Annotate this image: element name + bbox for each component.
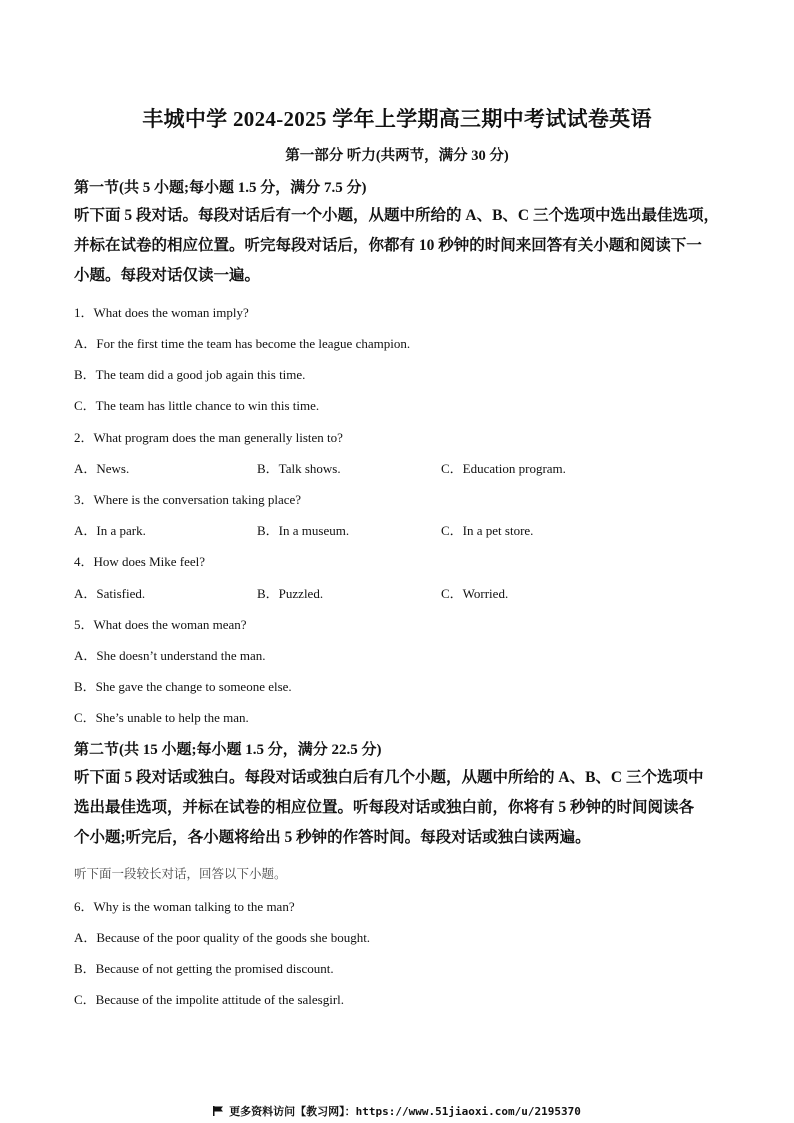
section2-heading: 第二节(共 15 小题;每小题 1.5 分，满分 22.5 分) — [74, 742, 382, 758]
section2-note: 听下面一段较长对话，回答以下小题。 — [74, 867, 287, 881]
footer-text: 更多资料访问【教习网】：https://www.51jiaoxi.com/u/2195370 — [229, 1105, 581, 1118]
section1-instruction-line: 小题。每段对话仅读一遍。 — [74, 267, 261, 284]
section2-instruction-line: 听下面 5 段对话或独白。每段对话或独白后有几个小题，从题中所给的 A、B、C 三个选项中 — [74, 769, 704, 786]
question-4-option-a: A．Satisfied. — [74, 586, 146, 601]
question-3-option-b: B．In a museum. — [257, 523, 350, 538]
question-3-stem: 3．Where is the conversation taking place? — [74, 492, 302, 507]
section1-heading: 第一节(共 5 小题;每小题 1.5 分，满分 7.5 分) — [74, 180, 367, 196]
question-5-option-b: B．She gave the change to someone else. — [74, 679, 292, 694]
question-6-option-a: A．Because of the poor quality of the goods she bought. — [74, 930, 371, 945]
question-2-stem: 2．What program does the man generally listen to? — [74, 430, 343, 445]
question-1-option-a: A．For the first time the team has become the league champion. — [74, 336, 411, 351]
question-2-option-b: B．Talk shows. — [257, 461, 341, 476]
question-1-option-c: C．The team has little chance to win this time. — [74, 398, 320, 413]
part-subtitle: 第一部分 听力(共两节，满分 30 分) — [285, 148, 509, 164]
question-2-option-c: C．Education program. — [441, 461, 566, 476]
section2-instruction-line: 选出最佳选项，并标在试卷的相应位置。听每段对话或独白前，你将有 5 秒钟的时间阅读各 — [74, 799, 695, 816]
question-3-option-a: A．In a park. — [74, 523, 146, 538]
question-2-option-a: A．News. — [74, 461, 130, 476]
question-4-option-c: C．Worried. — [441, 586, 509, 601]
question-3-option-c: C．In a pet store. — [441, 523, 534, 538]
section1-instruction-line: 听下面 5 段对话。每段对话后有一个小题，从题中所给的 A、B、C 三个选项中选出最佳选项， — [74, 207, 719, 224]
question-4-option-b: B．Puzzled. — [257, 586, 324, 601]
question-1-option-b: B．The team did a good job again this time. — [74, 367, 306, 382]
question-5-stem: 5．What does the woman mean? — [74, 617, 247, 632]
question-6-option-b: B．Because of not getting the promised discount. — [74, 961, 334, 976]
question-5-option-c: C．She’s unable to help the man. — [74, 710, 249, 725]
question-4-stem: 4．How does Mike feel? — [74, 554, 206, 569]
question-6-stem: 6．Why is the woman talking to the man? — [74, 899, 295, 914]
question-6-option-c: C．Because of the impolite attitude of the salesgirl. — [74, 992, 345, 1007]
section2-instruction-line: 个小题;听完后，各小题将给出 5 秒钟的作答时间。每段对话或独白读两遍。 — [74, 829, 591, 846]
section1-instruction-line: 并标在试卷的相应位置。听完每段对话后，你都有 10 秒钟的时间来回答有关小题和阅读下一 — [74, 237, 702, 254]
footer-link[interactable] — [0, 1103, 794, 1119]
flag-icon — [213, 1106, 224, 1116]
question-5-option-a: A．She doesn’t understand the man. — [74, 648, 266, 663]
question-1-stem: 1．What does the woman imply? — [74, 305, 249, 320]
page-title: 丰城中学 2024-2025 学年上学期高三期中考试试卷英语 — [142, 107, 652, 131]
